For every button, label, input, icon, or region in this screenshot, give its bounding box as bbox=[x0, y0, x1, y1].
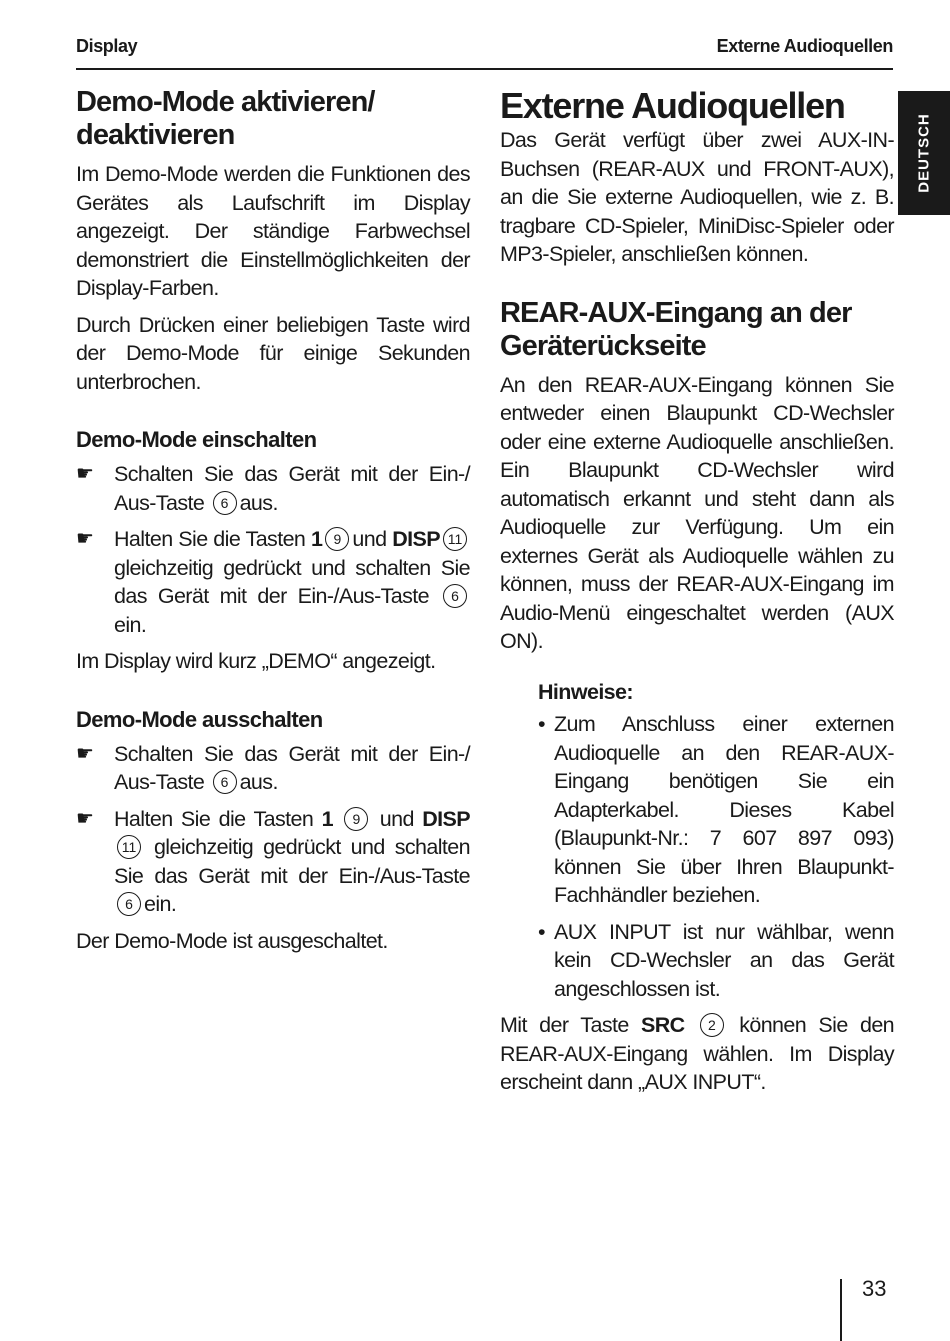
key-number-badge: 9 bbox=[325, 527, 349, 551]
language-tab-label: DEUTSCH bbox=[915, 113, 933, 193]
demo-on-result: Im Display wird kurz „DEMO“ angezeigt. bbox=[76, 649, 436, 673]
list-item: • AUX INPUT ist nur wählbar, wenn kein CD-Wechsler an das Gerät angeschlossen ist. bbox=[538, 918, 894, 1004]
rear-aux-title: REAR-AUX-Eingang an der Geräterückseite bbox=[500, 296, 852, 362]
pointing-hand-icon: ☛ bbox=[76, 742, 94, 765]
language-tab bbox=[898, 91, 950, 215]
key-label: 1 bbox=[321, 806, 333, 831]
demo-mode-title: Demo-Mode aktivieren/ deaktivieren bbox=[76, 86, 375, 151]
key-number-badge: 11 bbox=[117, 835, 141, 859]
list-item: ☛ Schalten Sie das Gerät mit der Ein-/ Aus-Taste 6 aus. bbox=[76, 741, 470, 794]
demo-on-heading: Demo-Mode einschalten bbox=[76, 427, 317, 452]
key-label: 1 bbox=[311, 527, 323, 551]
demo-mode-interrupt-text: Durch Drücken einer beliebigen Taste wird der Demo-Mode für einige Sekunden unterbrochen. bbox=[76, 312, 470, 394]
right-column bbox=[500, 86, 894, 1097]
notes-heading: Hinweise: bbox=[538, 679, 633, 704]
src-instruction: Mit der Taste SRC 2 können Sie den REAR-AUX-Eingang wählen. Im Display erscheint dann „AUX INPUT“. bbox=[500, 1013, 895, 1094]
aux-intro: Das Gerät verfügt über zwei AUX-IN-Buchsen (REAR-AUX und FRONT-AUX), an die Sie externe Audioquellen, wie z. B. tragbare CD-Spieler, MiniDisc-Spieler oder MP3-Spieler, anschließen können. bbox=[500, 128, 894, 266]
list-item: ☛ Halten Sie die Tasten 1 9 und DISP 11 gleichzeitig gedrückt und schalten Sie das Gerät mit der Ein-/Aus-Taste 6 ein. bbox=[76, 806, 471, 916]
pointing-hand-icon: ☛ bbox=[76, 463, 94, 485]
key-number-badge: 6 bbox=[117, 892, 141, 916]
list-item: ☛ Schalten Sie das Gerät mit der Ein-/ Aus-Taste 6 aus. bbox=[76, 462, 470, 515]
notes-list bbox=[538, 710, 894, 1003]
page-title: Externe Audioquellen bbox=[500, 85, 845, 126]
key-number-badge: 9 bbox=[344, 807, 368, 831]
left-column bbox=[76, 86, 470, 955]
demo-off-steps bbox=[76, 740, 470, 919]
key-number-badge: 2 bbox=[700, 1013, 724, 1037]
demo-off-heading: Demo-Mode ausschalten bbox=[76, 706, 323, 732]
footer-divider bbox=[840, 1279, 842, 1341]
header-section-right: Externe Audioquellen bbox=[716, 36, 893, 56]
list-item: ☛ Halten Sie die Tasten 1 9 und DISP 11 gleichzeitig gedrückt und schalten Sie das Gerät mit der Ein-/Aus-Taste 6 ein. bbox=[76, 527, 470, 637]
key-label: DISP bbox=[392, 527, 441, 551]
page-header bbox=[76, 34, 893, 70]
key-number-badge: 6 bbox=[213, 491, 237, 515]
key-label: SRC bbox=[641, 1013, 685, 1037]
key-label: DISP bbox=[422, 806, 471, 831]
notes-block bbox=[538, 678, 894, 1004]
list-item: • Zum Anschluss einer externen Audioquelle an den REAR-AUX-Eingang benötigen Sie ein Adapterkabel. Dieses Kabel (Blaupunkt-Nr.: 7 607 897 093) können Sie über Ihren Blaupunkt-Fachhändler beziehen. bbox=[538, 710, 894, 910]
pointing-hand-icon: ☛ bbox=[76, 807, 94, 830]
rear-aux-body: An den REAR-AUX-Eingang können Sie entweder einen Blaupunkt CD-Wechsler oder eine externe Audioquelle anschließen. Ein Blaupunkt CD-Wechsler wird automatisch erkannt und steht dann als Audioquelle zur Verfügung. Um ein externes Gerät als Audioquelle wählen zu können, muss der REAR-AUX-Eingang im Audio-Menü eingeschaltet werden (AUX ON). bbox=[500, 372, 894, 653]
key-number-badge: 11 bbox=[443, 527, 467, 551]
key-number-badge: 6 bbox=[443, 584, 467, 608]
key-number-badge: 6 bbox=[213, 770, 237, 794]
demo-mode-intro: Im Demo-Mode werden die Funktionen des Gerätes als Laufschrift im Display angezeigt. Der ständige Farbwechsel demonstriert die Einstellmöglichkeiten der Display-Farben. bbox=[76, 162, 470, 300]
demo-on-steps bbox=[76, 460, 470, 639]
header-section-left: Display bbox=[76, 36, 138, 56]
pointing-hand-icon: ☛ bbox=[76, 528, 94, 550]
demo-off-result: Der Demo-Mode ist ausgeschaltet. bbox=[76, 928, 388, 953]
page-number: 33 bbox=[862, 1276, 887, 1301]
